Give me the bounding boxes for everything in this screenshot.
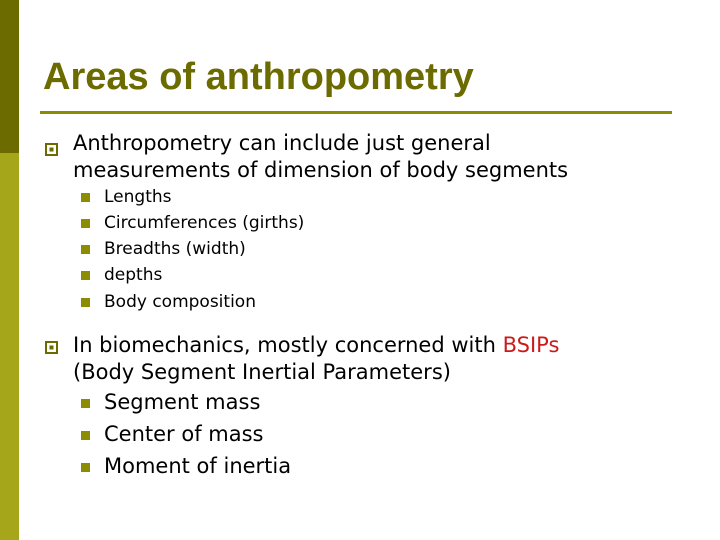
sub-bullet-icon: [81, 463, 90, 472]
square-bullet-icon: [45, 341, 58, 354]
sub-bullet-icon: [81, 219, 90, 228]
sidebar-accent-light: [0, 153, 19, 540]
sub-item-breadths: Breadths (width): [104, 239, 246, 259]
square-bullet-icon: [45, 143, 58, 156]
sub-item-lengths: Lengths: [104, 187, 172, 207]
sub-bullet-icon: [81, 271, 90, 280]
bullet-2-line-2: (Body Segment Inertial Parameters): [73, 360, 451, 384]
sub-bullet-icon: [81, 431, 90, 440]
sub-item-center-of-mass: Center of mass: [104, 422, 264, 446]
sub-item-depths: depths: [104, 265, 163, 285]
slide-title: Areas of anthropometry: [43, 56, 474, 98]
sub-item-body-composition: Body composition: [104, 292, 256, 312]
title-underline: [40, 111, 672, 114]
bullet-2-text: In biomechanics, mostly concerned with: [73, 333, 503, 357]
sub-bullet-icon: [81, 298, 90, 307]
sidebar-accent-dark: [0, 0, 19, 153]
bullet-2-line-1: [73, 332, 559, 359]
sub-bullet-icon: [81, 193, 90, 202]
sub-item-moment-of-inertia: Moment of inertia: [104, 454, 292, 478]
sub-bullet-icon: [81, 399, 90, 408]
sub-item-segment-mass: Segment mass: [104, 390, 261, 414]
sub-bullet-icon: [81, 245, 90, 254]
bullet-1-line-1: Anthropometry can include just general: [73, 131, 491, 155]
bsips-highlight: BSIPs: [502, 333, 560, 357]
bullet-1-line-2: measurements of dimension of body segments: [73, 158, 569, 182]
sub-item-circumferences: Circumferences (girths): [104, 213, 305, 233]
